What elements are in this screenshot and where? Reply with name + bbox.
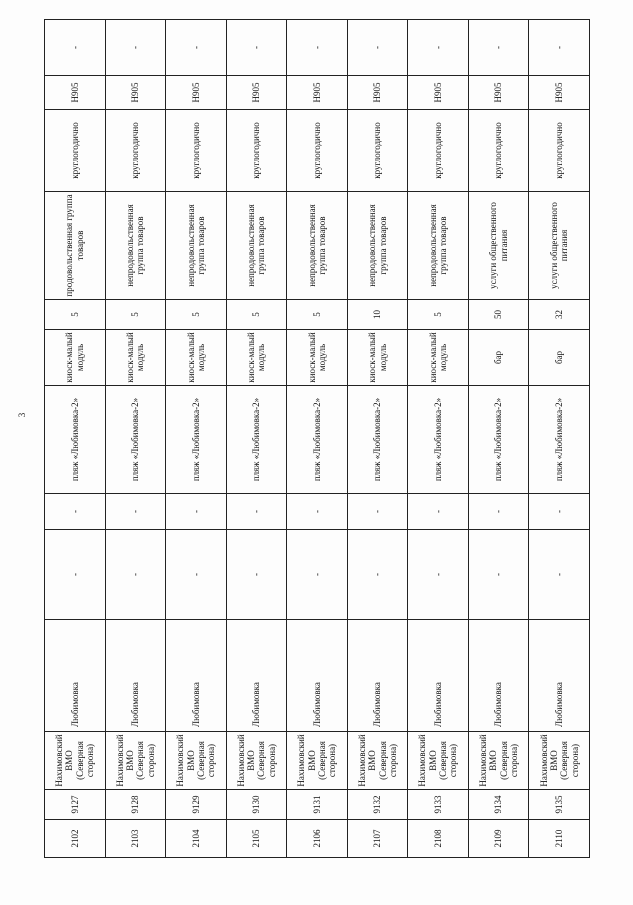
- code-cell: 9129: [166, 790, 227, 820]
- district-cell: Нахимовский ВМО (Северная сторона): [347, 732, 408, 790]
- column-5-cell: -: [347, 530, 408, 620]
- table-row: [105, 20, 166, 858]
- column-5-cell: -: [529, 530, 590, 620]
- registry-table: [44, 19, 590, 858]
- area-cell: 5: [408, 300, 469, 330]
- object-type-cell: киоск-малый модуль: [347, 330, 408, 386]
- code2-cell: Н905: [45, 76, 106, 110]
- place-cell: пляж «Любимовка-2»: [347, 386, 408, 494]
- object-type-cell: киоск-малый модуль: [105, 330, 166, 386]
- last-cell: -: [468, 20, 529, 76]
- period-cell: круглогодично: [468, 110, 529, 192]
- code2-cell: Н905: [105, 76, 166, 110]
- last-cell: -: [529, 20, 590, 76]
- table-row: [166, 20, 227, 858]
- table-row: [408, 20, 469, 858]
- district-cell: Нахимовский ВМО (Северная сторона): [529, 732, 590, 790]
- code-cell: 9132: [347, 790, 408, 820]
- table-row: [226, 20, 287, 858]
- row-number-cell: 2104: [166, 820, 227, 858]
- specialization-cell: непродовольственная группа товаров: [347, 192, 408, 300]
- locality-cell: Любимовка: [287, 620, 348, 732]
- place-cell: пляж «Любимовка-2»: [408, 386, 469, 494]
- column-5-cell: -: [105, 530, 166, 620]
- area-cell: 5: [287, 300, 348, 330]
- last-cell: -: [45, 20, 106, 76]
- specialization-cell: услуги общественного питания: [468, 192, 529, 300]
- table-row: [468, 20, 529, 858]
- district-cell: Нахимовский ВМО (Северная сторона): [226, 732, 287, 790]
- place-cell: пляж «Любимовка-2»: [226, 386, 287, 494]
- place-cell: пляж «Любимовка-2»: [468, 386, 529, 494]
- locality-cell: Любимовка: [529, 620, 590, 732]
- object-type-cell: киоск-малый модуль: [408, 330, 469, 386]
- place-cell: пляж «Любимовка-2»: [105, 386, 166, 494]
- period-cell: круглогодично: [347, 110, 408, 192]
- table-row: [529, 20, 590, 858]
- column-5-cell: -: [45, 530, 106, 620]
- locality-cell: Любимовка: [105, 620, 166, 732]
- last-cell: -: [408, 20, 469, 76]
- column-5-cell: -: [166, 530, 227, 620]
- code-cell: 9128: [105, 790, 166, 820]
- table-row: [287, 20, 348, 858]
- area-cell: 5: [226, 300, 287, 330]
- code2-cell: Н905: [468, 76, 529, 110]
- code-cell: 9133: [408, 790, 469, 820]
- column-5-cell: -: [408, 530, 469, 620]
- column-6-cell: -: [347, 494, 408, 530]
- period-cell: круглогодично: [408, 110, 469, 192]
- object-type-cell: киоск-малый модуль: [226, 330, 287, 386]
- period-cell: круглогодично: [166, 110, 227, 192]
- code2-cell: Н905: [408, 76, 469, 110]
- code-cell: 9131: [287, 790, 348, 820]
- place-cell: пляж «Любимовка-2»: [529, 386, 590, 494]
- column-6-cell: -: [166, 494, 227, 530]
- column-6-cell: -: [408, 494, 469, 530]
- specialization-cell: непродовольственная группа товаров: [226, 192, 287, 300]
- specialization-cell: непродовольственная группа товаров: [105, 192, 166, 300]
- district-cell: Нахимовский ВМО (Северная сторона): [468, 732, 529, 790]
- last-cell: -: [347, 20, 408, 76]
- row-number-cell: 2110: [529, 820, 590, 858]
- column-6-cell: -: [45, 494, 106, 530]
- row-number-cell: 2108: [408, 820, 469, 858]
- period-cell: круглогодично: [529, 110, 590, 192]
- page-number: 3: [17, 412, 27, 418]
- specialization-cell: непродовольственная группа товаров: [287, 192, 348, 300]
- code-cell: 9127: [45, 790, 106, 820]
- code-cell: 9135: [529, 790, 590, 820]
- row-number-cell: 2107: [347, 820, 408, 858]
- locality-cell: Любимовка: [468, 620, 529, 732]
- district-cell: Нахимовский ВМО (Северная сторона): [45, 732, 106, 790]
- code2-cell: Н905: [226, 76, 287, 110]
- period-cell: круглогодично: [287, 110, 348, 192]
- locality-cell: Любимовка: [347, 620, 408, 732]
- period-cell: круглогодично: [105, 110, 166, 192]
- row-number-cell: 2109: [468, 820, 529, 858]
- last-cell: -: [105, 20, 166, 76]
- area-cell: 10: [347, 300, 408, 330]
- district-cell: Нахимовский ВМО (Северная сторона): [408, 732, 469, 790]
- area-cell: 50: [468, 300, 529, 330]
- column-5-cell: -: [468, 530, 529, 620]
- object-type-cell: бар: [468, 330, 529, 386]
- specialization-cell: продовольственная группа товаров: [45, 192, 106, 300]
- specialization-cell: услуги общественного питания: [529, 192, 590, 300]
- table-rotated-container: [44, 20, 590, 858]
- specialization-cell: непродовольственная группа товаров: [408, 192, 469, 300]
- row-number-cell: 2105: [226, 820, 287, 858]
- district-cell: Нахимовский ВМО (Северная сторона): [166, 732, 227, 790]
- code2-cell: Н905: [166, 76, 227, 110]
- table-row: [45, 20, 106, 858]
- area-cell: 5: [45, 300, 106, 330]
- place-cell: пляж «Любимовка-2»: [45, 386, 106, 494]
- code2-cell: Н905: [529, 76, 590, 110]
- last-cell: -: [287, 20, 348, 76]
- locality-cell: Любимовка: [408, 620, 469, 732]
- code-cell: 9134: [468, 790, 529, 820]
- area-cell: 5: [105, 300, 166, 330]
- column-6-cell: -: [468, 494, 529, 530]
- locality-cell: Любимовка: [166, 620, 227, 732]
- row-number-cell: 2102: [45, 820, 106, 858]
- column-6-cell: -: [105, 494, 166, 530]
- locality-cell: Любимовка: [226, 620, 287, 732]
- code2-cell: Н905: [287, 76, 348, 110]
- code-cell: 9130: [226, 790, 287, 820]
- object-type-cell: киоск-малый модуль: [287, 330, 348, 386]
- table-row: [347, 20, 408, 858]
- area-cell: 32: [529, 300, 590, 330]
- last-cell: -: [226, 20, 287, 76]
- place-cell: пляж «Любимовка-2»: [166, 386, 227, 494]
- code2-cell: Н905: [347, 76, 408, 110]
- row-number-cell: 2103: [105, 820, 166, 858]
- district-cell: Нахимовский ВМО (Северная сторона): [287, 732, 348, 790]
- place-cell: пляж «Любимовка-2»: [287, 386, 348, 494]
- period-cell: круглогодично: [226, 110, 287, 192]
- last-cell: -: [166, 20, 227, 76]
- column-5-cell: -: [226, 530, 287, 620]
- column-5-cell: -: [287, 530, 348, 620]
- object-type-cell: бар: [529, 330, 590, 386]
- column-6-cell: -: [226, 494, 287, 530]
- table-body: [45, 20, 590, 858]
- column-6-cell: -: [287, 494, 348, 530]
- area-cell: 5: [166, 300, 227, 330]
- object-type-cell: киоск-малый модуль: [166, 330, 227, 386]
- row-number-cell: 2106: [287, 820, 348, 858]
- specialization-cell: непродовольственная группа товаров: [166, 192, 227, 300]
- period-cell: круглогодично: [45, 110, 106, 192]
- district-cell: Нахимовский ВМО (Северная сторона): [105, 732, 166, 790]
- object-type-cell: киоск-малый модуль: [45, 330, 106, 386]
- locality-cell: Любимовка: [45, 620, 106, 732]
- column-6-cell: -: [529, 494, 590, 530]
